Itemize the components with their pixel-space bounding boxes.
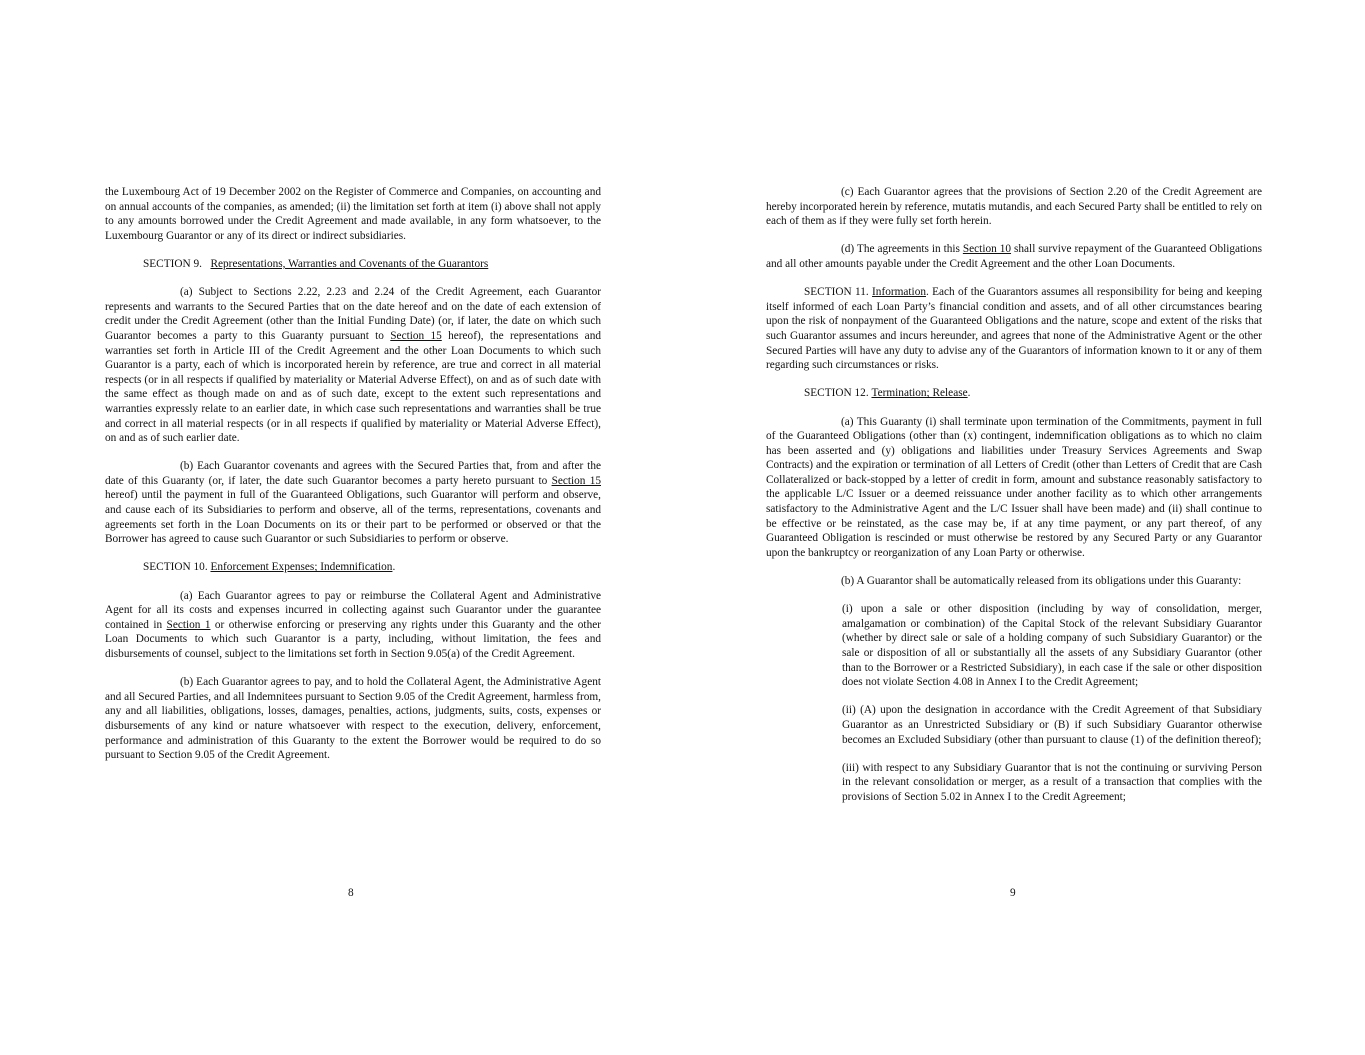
section-10d-paragraph: (d) The agreements in this Section 10 shall survive repayment of the Guaranteed Obligations and all other amounts payable under the Credit Agreement and the other Loan Documents. xyxy=(766,243,1262,270)
section-11-paragraph: SECTION 11. Information. Each of the Guarantors assumes all responsibility for being and keeping itself informed of each Loan Party’s financial condition and assets, and of all other circumstances bearing upon the risk of nonpayment of the Guaranteed Obligations and the nature, scope and extent of the risks that such Guarantor assumes and incurs hereunder, and agrees that none of the Administrative Agent or the other Secured Parties will have any duty to advise any of the Guarantors of information known to it or any of them regarding such circumstances or risks. xyxy=(766,286,1262,372)
section-12-label: SECTION 12. xyxy=(804,387,869,400)
section-9-title: Representations, Warranties and Covenants of the Guarantors xyxy=(210,257,489,270)
section-10-title: Enforcement Expenses; Indemnification xyxy=(210,561,393,574)
section-10a-paragraph: (a) Each Guarantor agrees to pay or reimburse the Collateral Agent and Administrative Agent for all its costs and expenses incurred in collecting against such Guarantor under the guarantee contained in Section 1 or otherwise enforcing or preserving any rights under this Guaranty and the other Loan Documents to which such Guarantor is a party, including, without limitation, the fees and disbursements of counsel, subject to the limitations set forth in Section 9.05(a) of the Credit Agreement. xyxy=(105,589,601,660)
paragraph-luxembourg-limitation: the Luxembourg Act of 19 December 2002 on the Register of Commerce and Companies, on accounting and on annual accounts of the companies, as amended; (ii) the limitation set forth at item (i) above shall not apply to any amounts borrowed under the Credit Agreement and made available, in any form whatsoever, to the Luxembourg Guarantor or any of its direct or indirect subsidiaries. xyxy=(105,186,601,242)
section-12b-paragraph: (b) A Guarantor shall be automatically released from its obligations under this Guaranty: xyxy=(841,575,1242,588)
section-11-title: Information xyxy=(872,286,926,299)
section-12-title: Termination; Release xyxy=(871,387,968,400)
section-10c-paragraph: (c) Each Guarantor agrees that the provisions of Section 2.20 of the Credit Agreement are hereby incorporated herein by reference, mutatis mutandis, and each Secured Party shall be entitled to rely on each of them as if they were fully set forth herein. xyxy=(766,186,1262,228)
section-10b-paragraph: (b) Each Guarantor agrees to pay, and to hold the Collateral Agent, the Administrative Agent and all Secured Parties, and all Indemnitees pursuant to Section 9.05 of the Credit Agreement, harmless from, any and all liabilities, obligations, losses, damages, penalties, actions, judgments, suits, costs, expenses or disbursements of any kind or nature whatsoever with respect to the execution, delivery, enforcement, performance and administration of this Guaranty to the extent the Borrower would be required to do so pursuant to Section 9.05 of the Credit Agreement. xyxy=(105,676,601,762)
section-10-label: SECTION 10. xyxy=(143,561,208,574)
section-12b-clause-iii: (iii) with respect to any Subsidiary Guarantor that is not the continuing or surviving Person in the relevant consolidation or merger, as a result of a transaction that complies with the provisions of Section 5.02 in Annex I to the Credit Agreement; xyxy=(842,761,1262,803)
section-9a-paragraph: (a) Subject to Sections 2.22, 2.23 and 2.24 of the Credit Agreement, each Guarantor represents and warrants to the Secured Parties that on the date hereof and on the date of each extension of credit under the Credit Agreement (other than the Initial Funding Date) (or, if later, the date on which such Guarantor becomes a party to this Guaranty pursuant to Section 15 hereof), the representations and warranties set forth in Article III of the Credit Agreement and the other Loan Documents to which such Guarantor is a party, each of which is incorporated herein by reference, are true and correct in all material respects (or in all respects if qualified by materiality or Material Adverse Effect), on and as of such date with the same effect as though made on and as of such date, except to the extent such representations and warranties expressly relate to an earlier date, in which case such representations and warranties shall be true and correct in all material respects (or in all respects if qualified by materiality or Material Adverse Effect), on and as of such earlier date. xyxy=(105,286,601,445)
section-12a-paragraph: (a) This Guaranty (i) shall terminate upon termination of the Commitments, payment in full of the Guaranteed Obligations (other than (x) contingent, indemnification obligations as to which no claim has been asserted and (y) obligations and liabilities under Treasury Services Agreements and Swap Contracts) and the expiration or termination of all Letters of Credit (other than Letters of Credit that are Cash Collateralized or back-stopped by a letter of credit in form, amount and substance reasonably satisfactory to the applicable L/C Issuer or a deemed reissuance under another facility as to which other arrangements satisfactory to the Administrative Agent and the L/C Issuer shall have been made) and (ii) shall continue to be effective or be reinstated, as the case may be, if at any time payment, or any part thereof, of any Guaranteed Obligation is rescinded or must otherwise be restored by any Secured Party or any Guarantor upon the bankruptcy or reorganization of any Loan Party or otherwise. xyxy=(766,415,1262,559)
section-12-heading: SECTION 12. Termination; Release. xyxy=(804,387,971,400)
right-page xyxy=(766,185,1262,818)
page-number-right: 9 xyxy=(1010,887,1016,899)
left-page xyxy=(105,185,601,776)
section-10-link: Section 10 xyxy=(962,243,1012,256)
section-15-link: Section 15 xyxy=(390,329,442,342)
section-12b-clause-ii: (ii) (A) upon the designation in accordance with the Credit Agreement of that Subsidiary Guarantor as an Unrestricted Subsidiary or (B) if such Subsidiary Guarantor otherwise becomes an Excluded Subsidiary (other than pursuant to clause (1) of the definition thereof); xyxy=(842,704,1262,746)
page-number-left: 8 xyxy=(348,887,354,899)
section-10-heading: SECTION 10. Enforcement Expenses; Indemnification. xyxy=(143,561,396,574)
section-15-link: Section 15 xyxy=(551,474,601,487)
section-9-heading xyxy=(143,257,601,272)
section-9-label: SECTION 9. xyxy=(143,257,202,270)
section-1-link: Section 1 xyxy=(166,618,211,631)
section-12b-clause-i: (i) upon a sale or other disposition (including by way of consolidation, merger, amalgamation or combination) of the Capital Stock of the relevant Subsidiary Guarantor (whether by direct sale or sale of a holding company of such Subsidiary Guarantor) or the sale or disposition of all or substantially all the assets of any Subsidiary Guarantor (other than to the Borrower or a Restricted Subsidiary), in each case if the sale or other disposition does not violate Section 4.08 in Annex I to the Credit Agreement; xyxy=(842,603,1262,689)
section-9b-paragraph: (b) Each Guarantor covenants and agrees with the Secured Parties that, from and after the date of this Guaranty (or, if later, the date such Guarantor becomes a party hereto pursuant to Section 15 hereof) until the payment in full of the Guaranteed Obligations, such Guarantor will perform and observe, and cause each of its Subsidiaries to perform and observe, all of the terms, representations, covenants and agreements set forth in the Loan Documents on its or their part to be performed or observed or that the Borrower has agreed to cause such Guarantor or such Subsidiaries to perform or observe. xyxy=(105,460,601,546)
section-11-label: SECTION 11. xyxy=(804,286,869,299)
